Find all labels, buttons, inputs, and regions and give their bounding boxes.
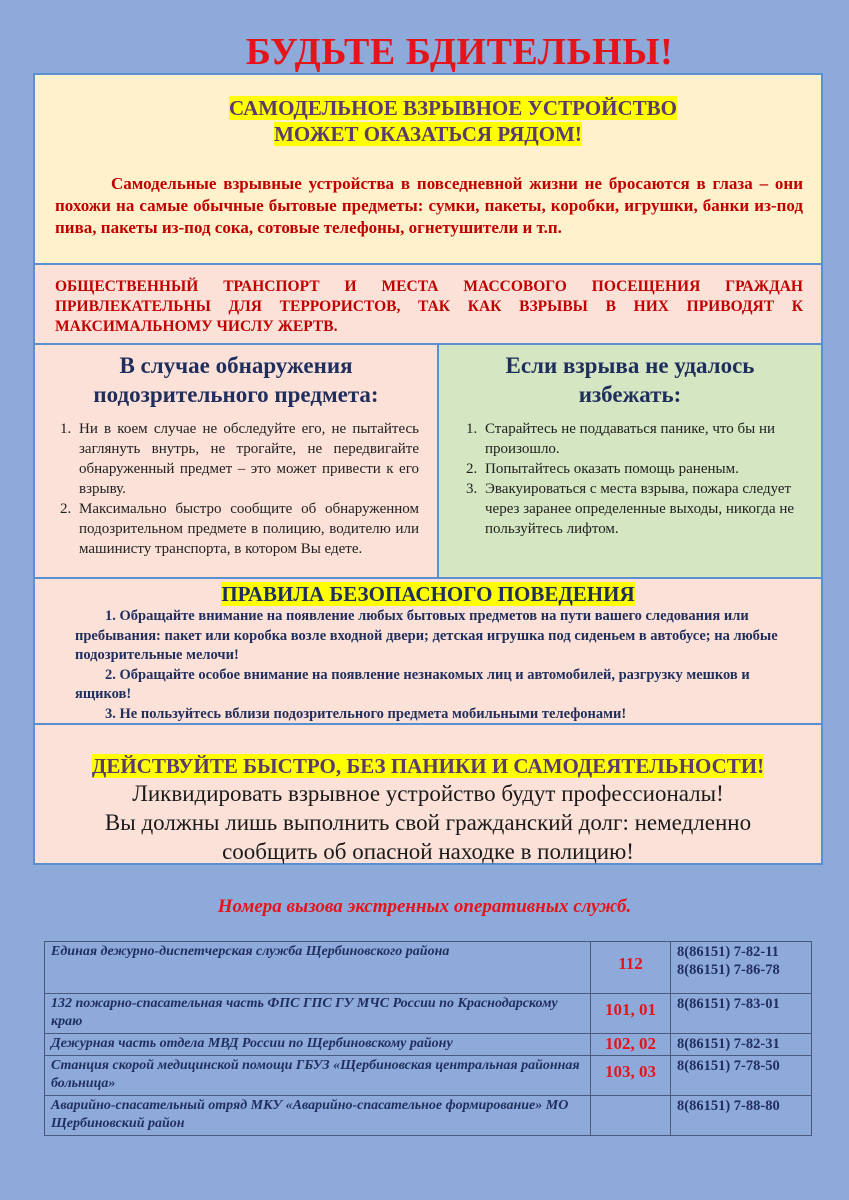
emergency-code: 102, 02 (591, 1034, 671, 1056)
suspicious-object-list (35, 419, 437, 559)
suspicious-object-title-line2: подозрительного предмета: (93, 382, 379, 407)
ied-heading-line2: МОЖЕТ ОКАЗАТЬСЯ РЯДОМ! (274, 122, 582, 146)
explosion-list (439, 419, 821, 539)
service-name: Аварийно-спасательный отряд МКУ «Аварийно-спасательное формирование» МО Щербиновский район (45, 1096, 591, 1136)
service-name: Дежурная часть отдела МВД России по Щербиновскому району (45, 1034, 591, 1056)
service-name: 132 пожарно-спасательная часть ФПС ГПС ГУ МЧС России по Краснодарскому краю (45, 994, 591, 1034)
emergency-code: 112 (591, 942, 671, 994)
phone-numbers (671, 942, 812, 994)
ied-warning-section (35, 75, 821, 265)
explosion-column (439, 345, 821, 577)
action-line: Ликвидировать взрывное устройство будут профессионалы! (132, 781, 724, 806)
transport-warning-section (35, 265, 821, 345)
explosion-title-line1: Если взрыва не удалось (505, 353, 755, 378)
action-line: сообщить об опасной находке в полицию! (222, 839, 634, 864)
action-heading: ДЕЙСТВУЙТЕ БЫСТРО, БЕЗ ПАНИКИ И САМОДЕЯТЕЛЬНОСТИ! (91, 754, 765, 778)
phone-number: 8(86151) 7-82-31 (671, 1034, 812, 1056)
action-line: Вы должны лишь выполнить свой гражданский долг: немедленно (104, 810, 752, 835)
service-name: Единая дежурно-диспетчерская служба Щербиновского района (45, 942, 591, 994)
phone-number: 8(86151) 7-82-11 (677, 944, 779, 960)
emergency-code: 101, 01 (591, 994, 671, 1034)
table-row (45, 942, 812, 994)
ied-heading-line1: САМОДЕЛЬНОЕ ВЗРЫВНОЕ УСТРОЙСТВО (229, 96, 677, 120)
ied-description: Самодельные взрывные устройства в повседневной жизни не бросаются в глаза – они похожи на самые обычные бытовые предметы: сумки, пакеты, коробки, игрушки, банки из-под пива, пакеты из-под сока, сотовые телефоны, огнетушители и т.п. (55, 174, 803, 237)
rule-item: 3. Не пользуйтесь вблизи подозрительного предмета мобильными телефонами! (105, 705, 627, 722)
list-item: 2. Максимально быстро сообщите об обнаруженном подозрительном предмете в полицию, водителю или машинисту транспорта, в котором Вы едете. (75, 499, 419, 559)
transport-warning-text: ОБЩЕСТВЕННЫЙ ТРАНСПОРТ И МЕСТА МАССОВОГО ПОСЕЩЕНИЯ ГРАЖДАН ПРИВЛЕКАТЕЛЬНЫ ДЛЯ ТЕРРОРИСТОВ, ТАК КАК ВЗРЫВЫ В НИХ ПРИВОДЯТ К МАКСИМАЛЬНОМУ ЧИСЛУ ЖЕРТВ. (55, 278, 803, 335)
phone-number: 8(86151) 7-86-78 (677, 962, 780, 978)
ied-heading (35, 95, 821, 147)
action-section (35, 725, 821, 863)
list-item: 1. Старайтесь не поддаваться панике, что бы ни произошло. (481, 419, 797, 459)
phone-number: 8(86151) 7-88-80 (671, 1096, 812, 1136)
phone-number: 8(86151) 7-78-50 (671, 1056, 812, 1096)
rule-item: 1. Обращайте внимание на появление любых бытовых предметов на пути вашего следования или пребывания: пакет или коробка возле входной двери; детская игрушка под сиденьем в автобусе; на любые подозрительные мелочи! (75, 608, 778, 663)
emergency-code: 103, 03 (591, 1056, 671, 1096)
list-item: 1. Ни в коем случае не обследуйте его, не пытайтесь заглянуть внутрь, не трогайте, не передвигайте обнаруженный предмет – это может привести к его взрыву. (75, 419, 419, 499)
poster-frame (33, 73, 823, 865)
suspicious-object-title (35, 351, 437, 409)
suspicious-object-title-line1: В случае обнаружения (119, 353, 353, 378)
explosion-title (439, 351, 821, 409)
table-row (45, 994, 812, 1034)
safety-rules-heading: ПРАВИЛА БЕЗОПАСНОГО ПОВЕДЕНИЯ (221, 582, 635, 606)
rule-item: 2. Обращайте особое внимание на появление незнакомых лиц и автомобилей, разгрузку мешков и ящиков! (75, 666, 750, 702)
safety-rules-section (35, 579, 821, 725)
emergency-phones-table (44, 941, 812, 1136)
table-row (45, 1056, 812, 1096)
emergency-code (591, 1096, 671, 1136)
phones-title: Номера вызова экстренных оперативных служб. (217, 896, 632, 917)
service-name: Станция скорой медицинской помощи ГБУЗ «Щербиновская центральная районная больница» (45, 1056, 591, 1096)
table-row (45, 1034, 812, 1056)
suspicious-object-column (35, 345, 439, 577)
list-item: 3. Эвакуироваться с места взрыва, пожара следует через заранее определенные выходы, никогда не пользуйтесь лифтом. (481, 479, 797, 539)
list-item: 2. Попытайтесь оказать помощь раненым. (481, 459, 797, 479)
phone-number: 8(86151) 7-83-01 (671, 994, 812, 1034)
instructions-section (35, 345, 821, 579)
poster-title: БУДЬТЕ БДИТЕЛЬНЫ! (245, 31, 674, 73)
explosion-title-line2: избежать: (578, 382, 682, 407)
safety-rules-list (35, 607, 821, 724)
table-row (45, 1096, 812, 1136)
